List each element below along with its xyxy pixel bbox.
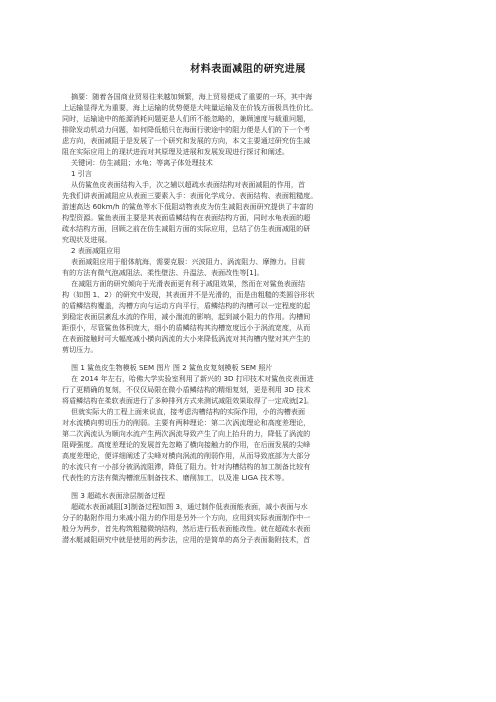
text-line: 构型资源。鲨鱼表面主要是其表面盾鳞结构在表面结构方面，同时水龟表面的超 [62, 213, 311, 222]
text-line: 但就实际大的工程上面来说直，接考虑沟槽结构的实际作用，小的沟槽表面 [71, 407, 306, 416]
text-line: 距很小，尽管鲨鱼体积庞大，细小的盾鳞结构其沟槽宽度远小于涡流宽度，从而 [62, 323, 311, 332]
text-line: 在 2014 年左右，哈佛大学实验室利用了新兴的 3D 打印技术对鲨鱼皮表面进 [71, 374, 314, 383]
page-title: 材料表面减阻的研究进展 [190, 64, 306, 75]
text-line: 将盾鳞结构在柔软表面进行了多种排列方式来测试减阻效果取得了一定成就[2]。 [62, 396, 314, 405]
text-line: 第二次涡流认为顺向水流产生两次涡流导致产生了向上抬升的力，降低了涡流的 [62, 429, 311, 438]
text-line: 疏水结构方面，回顾之前在仿生减阻方面的实际应用，总结了仿生表面减阻的研 [62, 224, 311, 233]
text-line: 行了更精确的复刻，不仅仅局限在微小盾鳞结构的精细复刻，更是利用 3D 技术 [62, 385, 311, 394]
text-line: 潜水艇减阻研究中就是使用的两步法，应用的是简单的高分子表面黏附技术，首 [62, 535, 311, 544]
text-line: 剪切压力。 [62, 345, 98, 354]
text-line: 到稳定表面层紊乱水流的作用，减小湍流的影响，起到减小阻力的作用。沟槽间 [62, 312, 311, 321]
text-line: 从仿鲨鱼皮表面结构入手，次之辅以超疏水表面结构对表面减阻的作用，首 [71, 180, 306, 189]
text-line: 先我们讲表面减阻应从表面三要素入手：表面化学成分、表面结构、表面粗糙度。 [62, 191, 318, 200]
text-line: 阻碍强度。高度差理论的发展首先忽略了横向接触力的作用，在后面发展的尖峰 [62, 440, 311, 449]
text-line: 图 1 鲨鱼皮生物模板 SEM 图片 图 2 鲨鱼皮复刻模板 SEM 照片 [71, 363, 273, 372]
text-line: 关键词：仿生减阻；水龟；等离子体处理技术 [71, 158, 213, 167]
text-line: 游速高达 60km/h 的鲨鱼等水下低阻动物表皮为仿生减阻表面研究提供了丰富的 [62, 202, 314, 211]
text-line: 的盾鳞结构覆盖，沟槽方向与运动方向平行，盾鳞结构的沟槽可以一定程度的起 [62, 301, 311, 310]
text-line: 有的方法有微气泡减阻法、柔性壁法、升温法、表面改性等[1]。 [62, 268, 264, 277]
text-line: 在减阻方面的研究倾向于光滑表面更有利于减阻效果，然而在对鲨鱼表面结 [71, 279, 306, 288]
text-line: 阻在实际应用上的现状进而对其原理及进展和发展发现进行探讨和阐述。 [62, 147, 289, 156]
text-line: 的水流只有一小部分被涡流阻滞，降低了阻力。针对沟槽结构的加工制备比较有 [62, 462, 311, 471]
text-line: 构（如图 1、2）的研究中发现，其表面并不是光滑的，而是由粗糙的类圆谷形状 [62, 290, 315, 299]
text-line: 表面减阻应用于船体航海，需要克服：兴波阻力、涡流阻力、摩擦力。目前 [71, 257, 306, 266]
text-line: 上运输显得尤为重要，海上运输的优势便是大吨量运输及在价钱方面极具性价比。 [62, 103, 318, 112]
text-line: 摘要：随着各国商业贸易往来越加频繁，海上贸易便成了重要的一环，其中海 [71, 92, 313, 101]
text-line: 究现状及进展。 [62, 235, 112, 244]
text-line: 分子的黏附作用力来减小阻力的作用是另外一个方向，应用到实际表面制作中一 [62, 513, 311, 522]
text-line: 对水流横向剪切压力的削弱。主要有两种理论：第二次涡流理论和高度差理论， [62, 418, 311, 427]
text-line: 在表面接触时可大幅度减小横向涡流的大小来降低涡流对其沟槽内壁对其产生的 [62, 334, 311, 343]
text-line: 超疏水表面减阻[3]制备过程如图 3，通过制作低表面能表面，减小表面与水 [71, 502, 308, 511]
text-line: 高度差理论，便详细阐述了尖峰对横向涡流的削弱作用，从而导致底部为大部分 [62, 451, 311, 460]
text-line: 同时，运输途中的能源消耗问题更是人们所不能忽略的，兼顾速度与载重问题， [62, 114, 311, 123]
text-line: 2 表面减阻应用 [71, 246, 121, 255]
text-line: 排除发动机动力问题，如何降低船只在海面行驶途中的阻力便是人们的下一个考 [62, 125, 311, 134]
text-line: 般分为两步，首先构筑粗糙微纳结构，然后进行低表面能改性。就在超疏水表面 [62, 524, 311, 533]
text-line: 虑方向，表面减阻于是发展了一个研究和发展的方向，本文主要通过研究仿生减 [62, 136, 311, 145]
text-line: 代表性的方法有微沟槽滚压制备技术、磨削加工，以及准 LIGA 技术等。 [62, 473, 289, 482]
text-line: 1 引言 [71, 169, 92, 178]
text-line: 图 3 超疏水表面涂层制备过程 [71, 491, 166, 500]
